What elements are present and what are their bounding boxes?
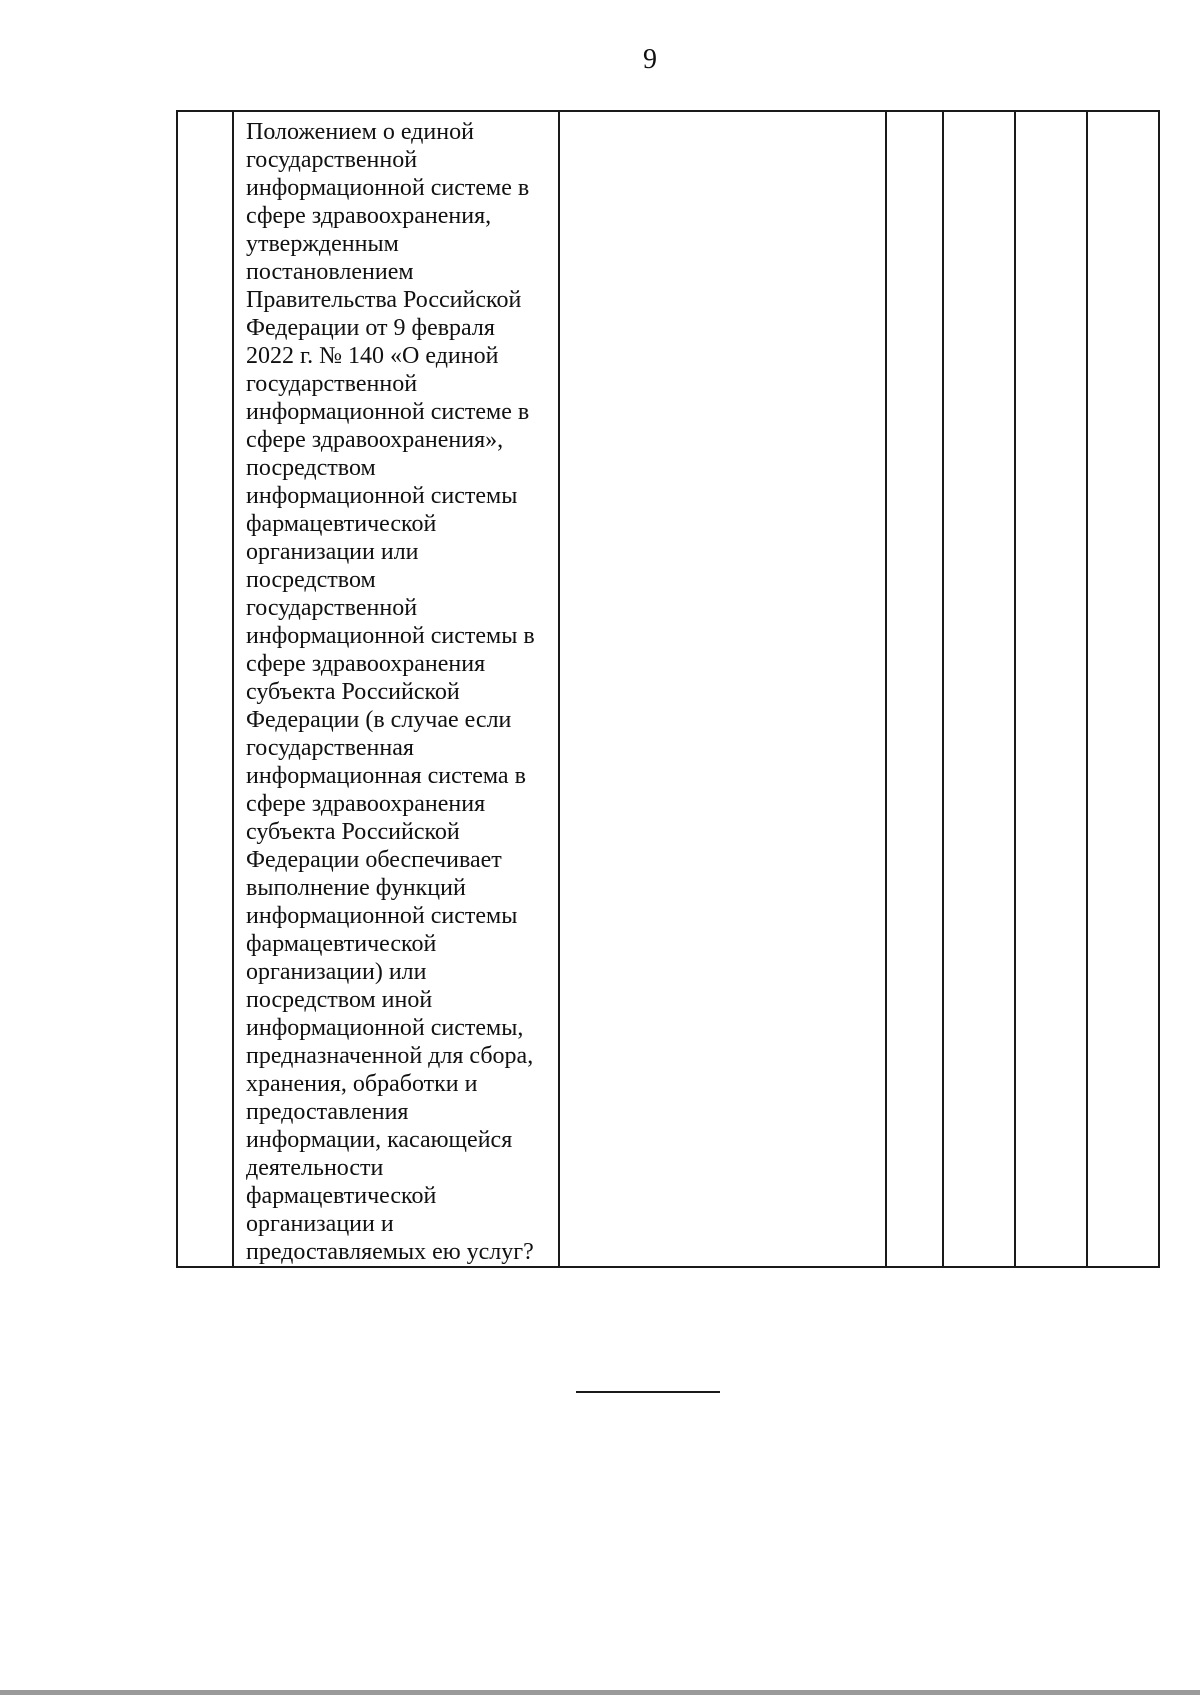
table-row	[177, 111, 1159, 1267]
question-text: Положением о единой государственной информационной системе в сфере здравоохранения, утвержденным постановлением Правительства Российской Федерации от 9 февраля 2022 г. № 140 «О единой государственной информационной системе в сфере здравоохранения», посредством информационной системы фармацевтической организации или посредством государственной информационной системы в сфере здравоохранения субъекта Российской Федерации (в случае если государственная информационная система в сфере здравоохранения субъекта Российской Федерации обеспечивает выполнение функций информационной системы фармацевтической организации) или посредством иной информационной системы, предназначенной для сбора, хранения, обработки и предоставления информации, касающейся деятельности фармацевтической организации и предоставляемых ею услуг?	[246, 119, 535, 1265]
answer-cell-a	[886, 111, 943, 1267]
question-cell	[233, 111, 559, 1267]
legal-basis-cell	[559, 111, 886, 1267]
row-number-cell	[177, 111, 233, 1267]
end-of-document-rule	[576, 1391, 720, 1393]
answer-cell-b	[943, 111, 1015, 1267]
answer-cell-c	[1015, 111, 1087, 1267]
page-number: 9	[643, 44, 657, 75]
scan-edge-strip	[0, 1690, 1200, 1695]
checklist-table	[176, 110, 1160, 1268]
answer-cell-d	[1087, 111, 1159, 1267]
